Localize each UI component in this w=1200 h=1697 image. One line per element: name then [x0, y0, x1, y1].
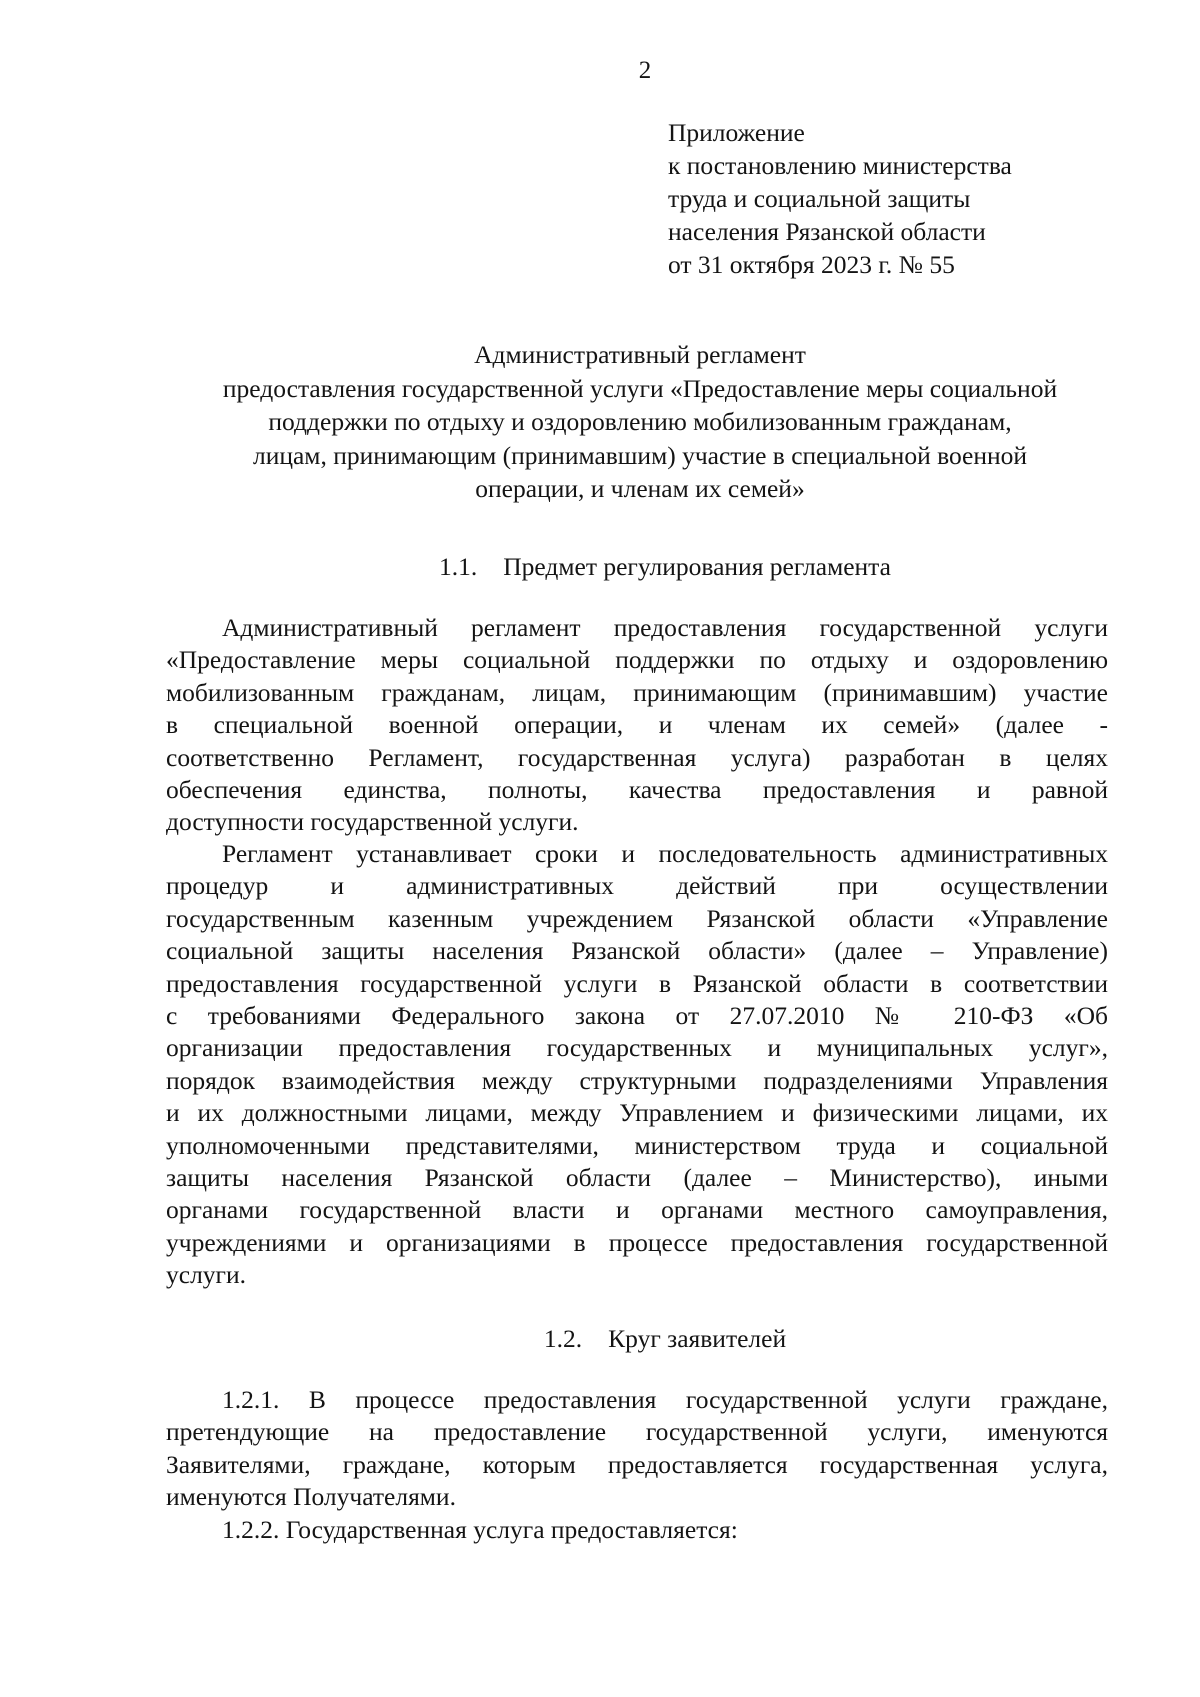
paragraph-1-1-a	[166, 612, 1108, 839]
text-line: с требованиями Федерального закона от 27.07.2010 № 210-ФЗ «Об	[166, 1001, 1108, 1031]
text-line: претендующие на предоставление государственной услуги, именуются	[166, 1417, 1108, 1447]
text-line: Регламент устанавливает сроки и последовательность административных	[222, 839, 1108, 868]
text-line: уполномоченными представителями, министерством труда и социальной	[166, 1130, 1108, 1160]
section-heading-1-2	[160, 1322, 1120, 1355]
text-line: именуются Получателями.	[166, 1482, 456, 1512]
title-line: лицам, принимающим (принимавшим) участие в специальной военной	[252, 440, 1028, 470]
appendix-line: от 31 октября 2023 г. № 55	[668, 250, 955, 279]
appendix-line: населения Рязанской области	[668, 217, 986, 246]
text-line: Заявителями, граждане, которым предоставляется государственная услуга,	[166, 1449, 1108, 1479]
text-line: предоставления государственной услуги в Рязанской области в соответствии	[166, 968, 1108, 998]
text-line: организации предоставления государственных и муниципальных услуг»,	[166, 1033, 1108, 1063]
appendix-header	[668, 116, 1148, 281]
appendix-line: труда и социальной защиты	[668, 184, 971, 213]
title-line: операции, и членам их семей»	[475, 474, 805, 503]
text-line: процедур и административных действий при осуществлении	[166, 871, 1108, 901]
section-number: 1.2.	[543, 1324, 583, 1353]
text-line: органами государственной власти и органами местного самоуправления,	[166, 1195, 1108, 1225]
text-line: «Предоставление меры социальной поддержки по отдыху и оздоровлению	[166, 645, 1108, 675]
text-line: защиты населения Рязанской области (далее – Министерство), иными	[166, 1163, 1108, 1193]
appendix-line: к постановлению министерства	[668, 151, 1012, 180]
text-line: 1.2.2. Государственная услуга предоставляется:	[222, 1515, 738, 1544]
text-line: доступности государственной услуги.	[166, 807, 579, 837]
text-line: государственным казенным учреждением Рязанской области «Управление	[166, 903, 1108, 933]
text-line: социальной защиты населения Рязанской области» (далее – Управление)	[166, 936, 1108, 966]
text-line: обеспечения единства, полноты, качества предоставления и равной	[166, 775, 1108, 805]
text-line: мобилизованным гражданам, лицам, принимающим (принимавшим) участие	[166, 677, 1108, 707]
title-line: Административный регламент	[474, 340, 806, 369]
paragraph-1-1-b	[166, 838, 1108, 1292]
section-title: Круг заявителей	[608, 1324, 787, 1353]
text-line: Административный регламент предоставления государственной услуги	[222, 613, 1108, 642]
section-title: Предмет регулирования регламента	[503, 552, 891, 581]
paragraph-1-2-2	[166, 1514, 1108, 1546]
text-line: соответственно Регламент, государственная услуга) разработан в целях	[166, 742, 1108, 772]
paragraph-1-2-1	[166, 1384, 1108, 1514]
appendix-line: Приложение	[668, 118, 805, 147]
page-number: 2	[638, 57, 652, 84]
text-line: учреждениями и организациями в процессе предоставления государственной	[166, 1227, 1108, 1257]
document-title	[160, 338, 1120, 506]
title-line: поддержки по отдыху и оздоровлению мобилизованным гражданам,	[268, 407, 1012, 436]
text-line: 1.2.1. В процессе предоставления государственной услуги граждане,	[222, 1385, 1108, 1414]
text-line: услуги.	[166, 1260, 247, 1290]
section-number: 1.1.	[439, 552, 478, 581]
text-line: в специальной военной операции, и членам их семей» (далее -	[166, 710, 1108, 740]
title-line: предоставления государственной услуги «Предоставление меры социальной	[222, 373, 1058, 403]
text-line: и их должностными лицами, между Управлением и физическими лицами, их	[166, 1098, 1108, 1128]
section-heading-1-1	[160, 550, 1120, 583]
text-line: порядок взаимодействия между структурными подразделениями Управления	[166, 1065, 1108, 1095]
